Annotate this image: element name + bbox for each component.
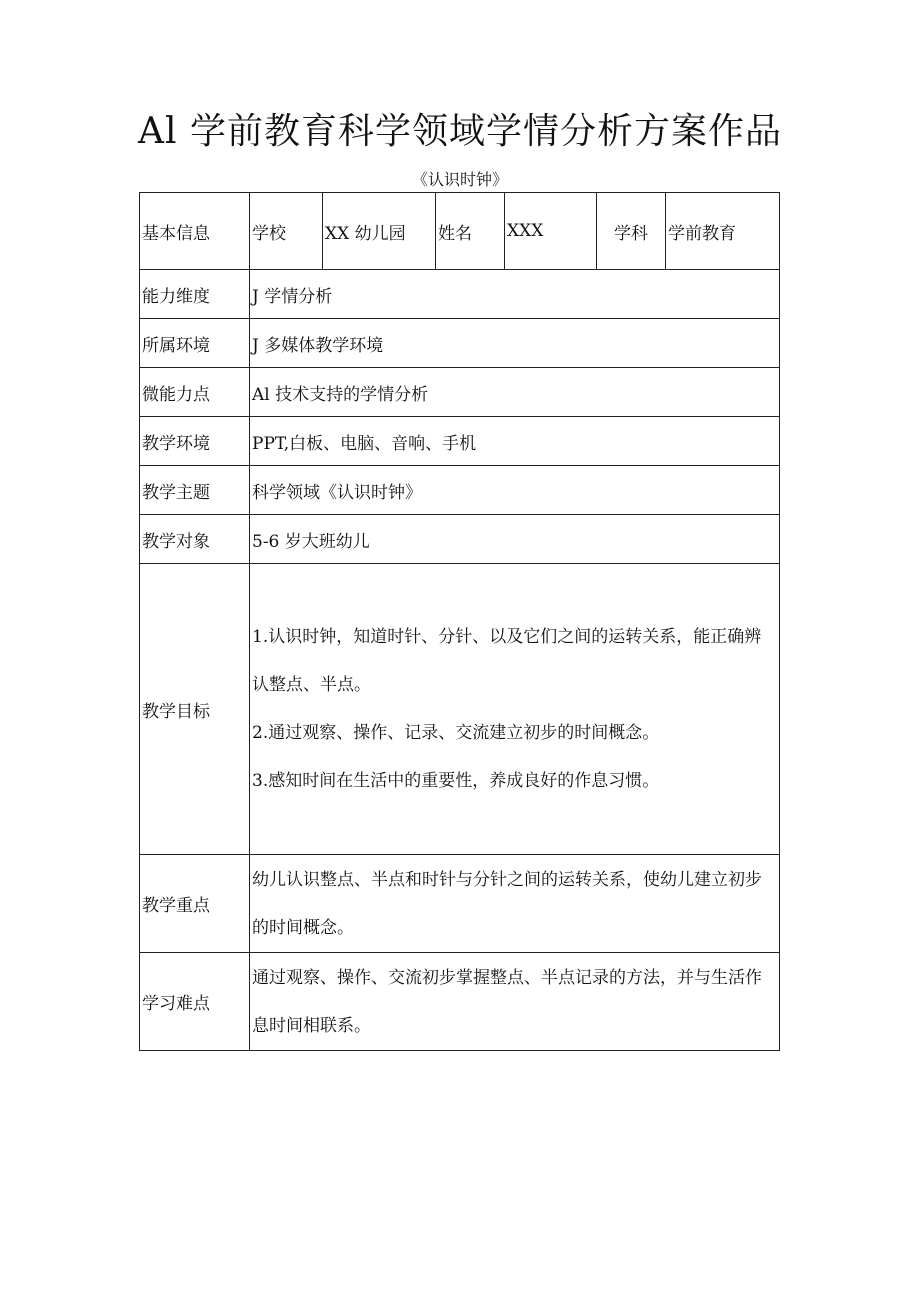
school-label: 学校 (250, 193, 323, 270)
goals-row (140, 564, 780, 855)
table-row (140, 368, 780, 417)
name-label: 姓名 (436, 193, 505, 270)
key-points-text: 幼儿认识整点、半点和时针与分针之间的运转关系，使幼儿建立初步的时间概念。 (252, 869, 762, 938)
basic-info-row (140, 193, 780, 270)
table-row (140, 515, 780, 564)
difficulties-label: 学习难点 (140, 953, 250, 1051)
row-label: 所属环境 (140, 319, 250, 368)
goals-label: 教学目标 (140, 564, 250, 855)
document-title: Al 学前教育科学领域学情分析方案作品 (138, 111, 782, 152)
subject-label: 学科 (597, 193, 666, 270)
goal-item: 2.通过观察、操作、记录、交流建立初步的时间概念。 (252, 723, 660, 743)
key-points-label: 教学重点 (140, 855, 250, 953)
table-row (140, 466, 780, 515)
row-label: 教学环境 (140, 417, 250, 466)
table-row (140, 417, 780, 466)
row-label: 教学主题 (140, 466, 250, 515)
row-value: 5-6 岁大班幼儿 (250, 515, 780, 564)
school-value: XX 幼儿园 (323, 193, 436, 270)
goal-item: 1.认识时钟，知道时针、分针、以及它们之间的运转关系，能正确辨认整点、半点。 (252, 627, 762, 695)
table-row (140, 319, 780, 368)
key-points-row (140, 855, 780, 953)
key-points-content (250, 855, 780, 953)
difficulties-row (140, 953, 780, 1051)
document-subtitle: 《认识时钟》 (411, 170, 508, 189)
goals-content (250, 564, 780, 855)
row-value: J 学情分析 (250, 270, 780, 319)
row-label: 微能力点 (140, 368, 250, 417)
row-value: J 多媒体教学环境 (250, 319, 780, 368)
row-value: PPT,白板、电脑、音响、手机 (250, 417, 780, 466)
goal-item: 3.感知时间在生活中的重要性，养成良好的作息习惯。 (252, 771, 660, 791)
table-row (140, 270, 780, 319)
row-value: Al 技术支持的学情分析 (250, 368, 780, 417)
basic-info-label: 基本信息 (140, 193, 250, 270)
difficulties-content (250, 953, 780, 1051)
info-table (139, 192, 780, 1051)
difficulties-text: 通过观察、操作、交流初步掌握整点、半点记录的方法，并与生活作息时间相联系。 (252, 967, 762, 1036)
row-label: 能力维度 (140, 270, 250, 319)
row-label: 教学对象 (140, 515, 250, 564)
name-value: XXX (505, 193, 597, 270)
subject-value: 学前教育 (666, 193, 780, 270)
row-value: 科学领域《认识时钟》 (250, 466, 780, 515)
